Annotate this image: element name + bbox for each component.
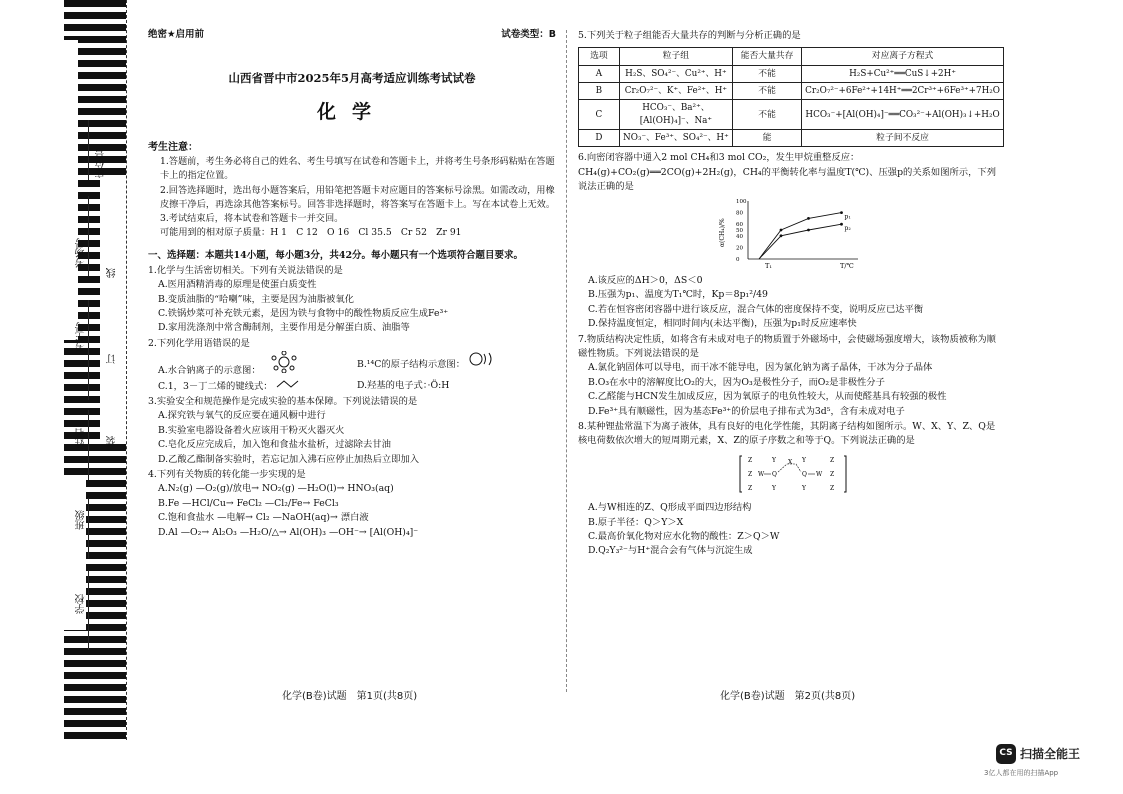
section-heading: 一、选择题：本题共14小题，每小题3分，共42分。每小题只有一个选项符合题目要求。	[148, 249, 524, 261]
x-axis-label: T/℃	[840, 261, 854, 269]
y-tick-label: 40	[736, 233, 743, 240]
table-cell: D	[579, 129, 620, 146]
svg-text:Z: Z	[748, 456, 753, 464]
table-cell: B	[579, 83, 620, 100]
conversion-chart	[718, 197, 868, 269]
question-4	[148, 468, 556, 540]
y-tick-label: 20	[736, 244, 743, 251]
top-bar	[148, 28, 556, 42]
table-cell: 不能	[733, 65, 802, 82]
svg-text:Z: Z	[830, 484, 835, 492]
atomic-masses: 可能用到的相对原子质量：H 1 C 12 O 16 Cl 35.5 Cr 52 Zr 91	[160, 227, 462, 239]
table-cell: C	[579, 100, 620, 130]
option-c: C.1，3－丁二烯的键线式：	[158, 380, 273, 392]
column-header: 对应离子方程式	[802, 48, 1004, 65]
option-c-wrap	[158, 379, 357, 394]
notice-item: 1.答题前，考生务必将自己的姓名、考生号填写在试卷和答题卡上，并将考生号条形码粘贴在答题卡上的指定位置。	[160, 156, 555, 182]
svg-text:Z: Z	[830, 456, 835, 464]
table-cell: H₂S+Cu²⁺══CuS↓+2H⁺	[802, 65, 1004, 82]
y-tick-label: 100	[736, 198, 747, 205]
table-cell: 不能	[733, 83, 802, 100]
option-b-wrap	[357, 351, 556, 378]
series-label: p₂	[844, 224, 851, 232]
series-line	[759, 224, 842, 259]
series-point	[840, 211, 843, 214]
y-axis-label: α(CH₄)/%	[719, 217, 726, 247]
subject-title: 化学	[316, 100, 387, 123]
hydrated-sodium-ion-diagram	[264, 351, 304, 373]
page-divider	[566, 30, 567, 692]
table-row	[579, 83, 1004, 100]
question-stem: 8.某种锂盐常温下为离子液体，具有良好的电化学性能，其阴离子结构如图所示。W、X、Y、Z、Q是核电荷数依次增大的短周期元素，X、Z的原子序数之和等于Q。下列说法正确的是	[578, 420, 996, 447]
binding-margin	[107, 0, 146, 740]
column-header: 选项	[579, 48, 620, 65]
option-d: D.羟基的电子式：·Ö:H	[357, 379, 450, 391]
question-stem: 5.下列关于粒子组能否大量共存的判断与分析正确的是	[578, 30, 801, 41]
scanner-logo-icon: CS	[996, 744, 1016, 764]
question-stem: 3.实验安全和规范操作是完成实验的基本保障。下列说法错误的是	[148, 396, 418, 407]
svg-text:W: W	[816, 470, 823, 478]
option-b: B.变质油脂的“哈喇”味，主要是因为油脂被氧化	[158, 293, 354, 305]
binding-barcode-strip	[64, 0, 126, 740]
svg-text:W: W	[758, 470, 765, 478]
table-header-row	[579, 48, 1004, 65]
series-point	[780, 234, 783, 237]
table-cell: Cr₂O₇²⁻+6Fe²⁺+14H⁺══2Cr³⁺+6Fe³⁺+7H₂O	[802, 83, 1004, 100]
table-row	[579, 100, 1004, 130]
svg-text:Y: Y	[802, 456, 806, 464]
option-d: D.家用洗涤剂中常含酶制剂，主要作用是分解蛋白质、油脂等	[158, 322, 410, 334]
option-b: B.实验室电器设备着火应该用干粉灭火器灭火	[158, 424, 345, 436]
butadiene-skeletal-formula	[276, 379, 304, 389]
series-point	[807, 217, 810, 220]
question-stem: 6.向密闭容器中通入2 mol CH₄和3 mol CO₂，发生甲烷重整反应：CH₄(g)+CO₂(g)══2CO(g)+2H₂(g)，CH₄的平衡转化率与温度T(℃)、压强p的关系如图所示，下列说法正确的是	[578, 152, 996, 193]
y-tick-label: 60	[736, 221, 743, 228]
option-a: A.水合钠离子的示意图：	[158, 365, 261, 377]
label-candidate-number: 考生号	[76, 322, 87, 352]
room-number-line[interactable]	[88, 196, 89, 276]
y-ticks	[736, 199, 747, 263]
option-row	[148, 351, 556, 378]
question-stem: 2.下列化学用语错误的是	[148, 337, 250, 349]
option-b: B.原子半径：Q＞Y＞X	[588, 516, 684, 528]
option-d: D.Al —O₂→ Al₂O₃ —H₂O/△→ Al(OH)₃ —OH⁻→ [Al(OH)₄]⁻	[158, 526, 419, 538]
cut-mark-mount: 装	[107, 436, 118, 446]
footer-page-one: 化学(B卷)试题 第1页(共8页)	[282, 691, 418, 702]
option-c: C.最高价氧化物对应水化物的酸性：Z＞Q＞W	[588, 531, 780, 542]
anion-structure-diagram	[738, 452, 848, 496]
series-point	[840, 222, 843, 225]
column-header: 能否大量共存	[733, 48, 802, 65]
table-row	[579, 129, 1004, 146]
svg-text:Y: Y	[802, 484, 806, 492]
footer-page-two: 化学(B卷)试题 第2页(共8页)	[720, 691, 856, 702]
table-cell: A	[579, 65, 620, 82]
scanner-tagline: 3亿人都在用的扫描App	[984, 769, 1059, 777]
option-d: D.保持温度恒定，相同时间内(未达平衡)，压强为p₁时反应速率快	[588, 318, 857, 330]
table-cell: 粒子间不反应	[802, 129, 1004, 146]
notice-title: 考生注意：	[148, 142, 198, 153]
option-a: A.与W相连的Z、Q形成平面四边形结构	[588, 502, 752, 514]
option-c: C.饱和食盐水 —电解→ Cl₂ —NaOH(aq)→ 漂白液	[158, 512, 369, 524]
table-cell: HCO₃⁻+[Al(OH)₄]⁻══CO₃²⁻+Al(OH)₃↓+H₂O	[802, 100, 1004, 130]
option-b: B.¹⁴C的原子结构示意图：	[357, 359, 466, 371]
notice-item: 3.考试结束后，将本试卷和答题卡一并交回。	[160, 213, 344, 224]
question-5	[578, 29, 1004, 147]
series-point	[807, 228, 810, 231]
column-header: 粒子组	[619, 48, 732, 65]
scanner-watermark	[996, 744, 1080, 764]
exam-title: 山西省晋中市2025年5月高考适应训练考试试卷	[228, 71, 476, 86]
name-line[interactable]	[88, 410, 89, 480]
question-stem: 1.化学与生活密切相关。下列有关说法错误的是	[148, 264, 343, 276]
y-tick-label: 80	[736, 210, 743, 217]
question-6	[578, 151, 1004, 331]
table-cell: 能	[733, 129, 802, 146]
question-1	[148, 264, 556, 336]
option-row	[148, 379, 556, 394]
question-7	[578, 333, 1004, 419]
seat-number-line[interactable]	[88, 120, 89, 180]
svg-text:Y: Y	[772, 456, 776, 464]
svg-text:Y: Y	[772, 484, 776, 492]
school-line[interactable]	[88, 570, 89, 650]
svg-text:Q: Q	[772, 470, 777, 478]
class-line[interactable]	[88, 498, 89, 558]
series-point	[780, 228, 783, 231]
y-tick-label: 50	[736, 227, 743, 234]
option-c: C.若在恒容密闭容器中进行该反应，混合气体的密度保持不变，说明反应已达平衡	[588, 303, 924, 315]
option-c: C.铁锅炒菜可补充铁元素，是因为铁与食物中的酸性物质反应生成Fe³⁺	[158, 307, 449, 319]
ion-coexistence-table	[578, 47, 1004, 147]
y-tick-label: 0	[736, 256, 740, 263]
page-one	[148, 28, 556, 540]
notice-item: 2.回答选择题时，选出每小题答案后，用铅笔把答题卡对应题目的答案标号涂黑。如需改动，用橡皮擦干净后，再选涂其他答案标号。回答非选择题时，将答案写在答题卡上。写在本试卷上无效。	[160, 184, 556, 210]
series-label: p₁	[844, 213, 851, 221]
svg-text:X: X	[788, 458, 793, 466]
label-seat-number: 座位号	[96, 148, 107, 178]
cut-mark-line: 线	[107, 268, 118, 278]
option-a-wrap	[158, 351, 357, 378]
confidential-mark: 绝密★启用前	[148, 29, 205, 40]
option-c: C.乙醛能与HCN发生加成反应，因为氧原子的电负性较大，从而使醛基具有较强的极性	[588, 391, 947, 403]
option-b: B.压强为p₁、温度为T₁℃时，Kp＝8p₁²/49	[588, 289, 768, 301]
series-layer	[759, 211, 851, 259]
table-cell: Cr₂O₇²⁻、K⁺、Fe²⁺、H⁺	[619, 83, 732, 100]
table-cell: NO₃⁻、Fe³⁺、SO₄²⁻、H⁺	[619, 129, 732, 146]
table-cell: 不能	[733, 100, 802, 130]
candidate-number-line[interactable]	[88, 300, 89, 400]
svg-text:Z: Z	[748, 484, 753, 492]
table-cell: H₂S、SO₄²⁻、Cu²⁺、H⁺	[619, 65, 732, 82]
cut-mark-bind: 订	[107, 354, 118, 364]
series-line	[759, 212, 842, 258]
label-class: 班级	[76, 510, 87, 530]
option-a: A.医用酒精消毒的原理是使蛋白质变性	[158, 279, 317, 291]
table-row	[579, 65, 1004, 82]
question-3	[148, 395, 556, 467]
option-a: A.该反应的ΔH＞0，ΔS＜0	[588, 274, 703, 286]
question-2	[148, 337, 556, 394]
option-d: D.Fe³⁺具有顺磁性，因为基态Fe³⁺的价层电子排布式为3d⁵，含有未成对电子	[588, 405, 905, 417]
page-two	[578, 28, 1004, 559]
option-d: D.Q₂Y₃²⁻与H⁺混合会有气体与沉淀生成	[588, 545, 753, 557]
paper-type: 试卷类型：B	[501, 29, 556, 40]
option-b: B.Fe —HCl/Cu→ FeCl₂ —Cl₂/Fe→ FeCl₃	[158, 497, 339, 509]
svg-text:Z: Z	[748, 470, 753, 478]
question-stem: 4.下列有关物质的转化能一步实现的是	[148, 469, 306, 481]
label-room-number: 考场号	[76, 238, 87, 268]
label-school: 学校	[76, 594, 87, 614]
option-d: D.乙酸乙酯制备实验时，若忘记加入沸石应停止加热后立即加入	[158, 453, 420, 465]
scanner-name: 扫描全能王	[1020, 747, 1081, 761]
question-stem: 7.物质结构决定性质，如将含有未成对电子的物质置于外磁场中，会使磁场强度增大，该物质被称为顺磁性物质。下列说法错误的是	[578, 333, 996, 359]
svg-text:Z: Z	[830, 470, 835, 478]
label-name: 姓名	[76, 428, 87, 448]
candidate-notice	[148, 140, 556, 241]
option-a: A.探究铁与氧气的反应要在通风橱中进行	[158, 410, 326, 422]
carbon-atom-structure-diagram	[468, 351, 498, 367]
option-b: B.O₃在水中的溶解度比O₂的大，因为O₃是极性分子，而O₂是非极性分子	[588, 376, 885, 388]
x-tick-label: T₁	[765, 261, 772, 269]
table-cell: HCO₃⁻、Ba²⁺、[Al(OH)₄]⁻、Na⁺	[619, 100, 732, 130]
question-8	[578, 420, 1004, 559]
option-a: A.氯化钠固体可以导电，而干冰不能导电，因为氯化钠为离子晶体，干冰为分子晶体	[588, 362, 933, 374]
svg-text:Q: Q	[802, 470, 807, 478]
option-c: C.皂化反应完成后，加入饱和食盐水盐析，过滤除去甘油	[158, 439, 391, 451]
option-a: A.N₂(g) —O₂(g)/放电→ NO₂(g) —H₂O(l)→ HNO₃(aq)	[158, 483, 394, 495]
